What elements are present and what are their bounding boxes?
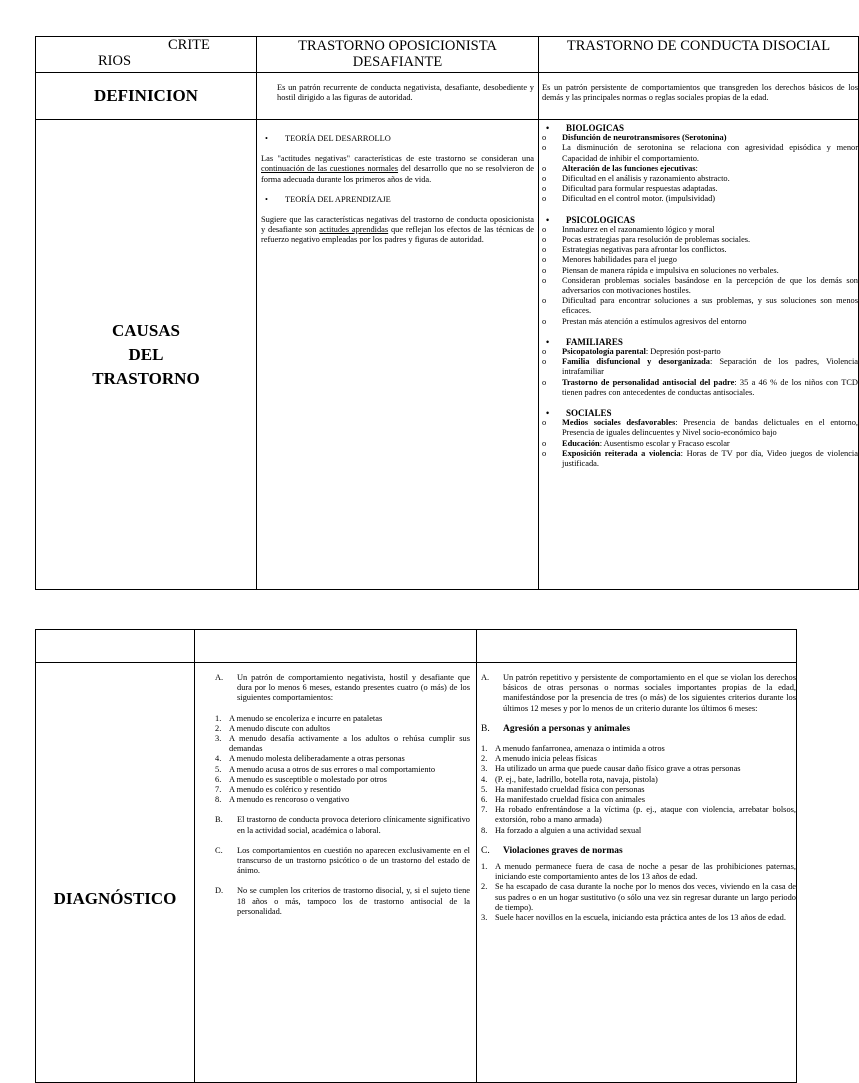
list-item-number: 1.	[481, 744, 488, 754]
diagnostico-table	[35, 629, 797, 1083]
list-item-number: 1.	[481, 862, 488, 872]
list-item-number: 5.	[481, 784, 488, 794]
causa-psicologicas: • PSICOLOGICAS	[546, 214, 636, 225]
definicion-row	[36, 73, 859, 120]
label-diagnostico: DIAGNÓSTICO	[36, 663, 195, 1083]
list-item-number: 2.	[481, 754, 488, 764]
list-item	[481, 913, 796, 923]
list-item-text: Ha utilizado un arma que puede causar daño físico grave a otras personas	[495, 764, 741, 774]
header-disocial: TRASTORNO DE CONDUCTA DISOCIAL	[539, 37, 859, 73]
list-item	[215, 754, 470, 764]
causas-oposicionista	[257, 120, 539, 590]
list-item-number: 4.	[215, 754, 222, 764]
empty-header-row	[36, 630, 797, 663]
list-item-text: Se ha escapado de casa durante la noche por lo menos dos veces, viviendo en la casa de sus padres o en un hogar sustitutivo (o sólo una vez sin regresar durante un largo periodo de tiempo).	[495, 882, 796, 912]
teoria-desarrollo-text: Las "actitudes negativas" características de este trastorno se consideran una continuación de las cuestiones normales del desarrollo que no se resolvieron de forma adecuada durante los primeros años de vida.	[261, 154, 534, 184]
list-item	[481, 754, 796, 764]
list-item-text: A menudo inicia peleas físicas	[495, 754, 597, 764]
label-causas: CAUSAS DEL TRASTORNO	[36, 120, 257, 590]
diagnostico-disocial: A. Un patrón repetitivo y persistente de comportamiento en el que se violan los derechos básicos de otras personas o normas sociales importantes propias de la edad, manifestándose por la presencia de tres (o más) de los siguientes criterios durante los últimos 12 meses y por lo menos de un criterio durante los últimos 6 meses: B. Agresión a personas y animales 1. A menudo fanfarronea, amenaza o intimida a otros 2. A menudo inicia peleas físicas 3. Ha utilizado un arma que puede causar daño físico grave a otras personas 4. (P. ej., bate, ladrillo, botella rota, navaja, pistola) 5. Ha manifestado crueldad física con personas 6. Ha manifestado crueldad física con animales 7. Ha robado enfrentándose a la víctima (p. ej., ataque con violencia, arrebatar bolsos, extorsión, robo a mano armada) 8. Ha forzado a alguien a una actividad sexual C. Violaciones graves de normas 1. A menudo permanece fuera de casa de noche a pesar de las prohibiciones paternas, iniciando este comportamiento antes de los 13 años de edad. 2. Se ha escapado de casa durante la noche por lo menos dos veces, viviendo en la casa de sus padres o en un hogar sustitutivo (o sólo una vez sin regresar durante un largo periodo de tiempo). 3. Suele hacer novillos en la escuela, iniciando esta práctica antes de los 13 años de edad.	[477, 663, 797, 1083]
list-item	[215, 785, 470, 795]
list-item-text: A menudo es colérico y resentido	[229, 785, 341, 795]
list-item-number: 8.	[215, 795, 222, 805]
diagnostico-oposicionista: A. Un patrón de comportamiento negativista, hostil y desafiante que dura por lo menos 6 meses, estando presentes cuatro (o más) de los siguientes comportamientos: 1. A menudo se encoleriza e incurre en pataletas 2. A menudo discute con adultos 3. A menudo desafía activamente a los adultos o rehúsa cumplir sus demandas 4. A menudo molesta deliberadamente a otras personas 5. A menudo acusa a otros de sus errores o mal comportamiento 6. A menudo es susceptible o molestado por otros 7. A menudo es colérico y resentido 8. A menudo es rencoroso o vengativo B. El trastorno de conducta provoca deterioro clínicamente significativo en la actividad social, académica o laboral. C. Los comportamientos en cuestión no aparecen exclusivamente en el transcurso de un trastorno psicótico o de un trastorno del estado de ánimo. D. No se cumplen los criterios de trastorno disocial, y, si el sujeto tiene 18 años o más, tampoco los de trastorno antisocial de la personalidad.	[195, 663, 477, 1083]
bullet-teoria-aprendizaje: • TEORÍA DEL APRENDIZAJE	[265, 194, 391, 204]
list-item	[215, 765, 470, 775]
list-item-text: Suele hacer novillos en la escuela, iniciando esta práctica antes de los 13 años de edad.	[495, 913, 786, 923]
list-item-number: 6.	[215, 774, 222, 784]
list-item-number: 1.	[215, 713, 222, 723]
list-item	[215, 775, 470, 785]
tcd-normas-list	[481, 862, 796, 923]
list-item	[481, 882, 796, 913]
tcd-agresion-list	[481, 744, 796, 836]
list-item-number: 7.	[481, 805, 488, 815]
list-item-number: 4.	[481, 774, 488, 784]
list-item	[215, 734, 470, 754]
list-item	[215, 795, 470, 805]
list-item-text: A menudo discute con adultos	[229, 723, 330, 733]
list-item-number: 7.	[215, 785, 222, 795]
list-item	[215, 724, 470, 734]
list-item-text: Ha robado enfrentándose a la víctima (p. ej., ataque con violencia, arrebatar bolsos, extorsión, robo a mano armada)	[495, 805, 796, 825]
list-item-text: A menudo desafía activamente a los adultos o rehúsa cumplir sus demandas	[229, 734, 470, 754]
definicion-oposicionista: Es un patrón recurrente de conducta negativista, desafiante, desobediente y hostil dirigido a las figuras de autoridad.	[257, 73, 539, 120]
header-row	[36, 37, 859, 73]
list-item-number: 3.	[481, 913, 488, 923]
causa-familiares: • FAMILIARES	[546, 336, 623, 347]
teoria-aprendizaje-text: Sugiere que las características negativas del trastorno de conducta oposicionista y desafiante son actitudes aprendidas que reflejan los efectos de las técnicas de refuerzo negativo empleadas por los padres y figuras de autoridad.	[261, 215, 534, 245]
list-item-number: 2.	[481, 882, 488, 892]
list-item-text: Ha manifestado crueldad física con animales	[495, 795, 645, 805]
list-item	[481, 775, 796, 785]
list-item-number: 6.	[481, 795, 488, 805]
list-item-text: A menudo molesta deliberadamente a otras personas	[229, 754, 405, 764]
list-item-number: 3.	[215, 734, 222, 744]
list-item-number: 2.	[215, 723, 222, 733]
list-item	[481, 826, 796, 836]
list-item	[481, 744, 796, 754]
list-item-text: A menudo se encoleriza e incurre en pataletas	[229, 713, 383, 723]
odd-criteria-list	[215, 714, 470, 806]
list-item-number: 8.	[481, 825, 488, 835]
list-item-text: Ha manifestado crueldad física con personas	[495, 784, 645, 794]
list-item-number: 3.	[481, 764, 488, 774]
diagnostico-row	[36, 663, 797, 1083]
list-item-text: A menudo es rencoroso o vengativo	[229, 795, 350, 805]
causas-row	[36, 120, 859, 590]
list-item-text: (P. ej., bate, ladrillo, botella rota, navaja, pistola)	[495, 774, 658, 784]
list-item-number: 5.	[215, 764, 222, 774]
definicion-disocial: Es un patrón persistente de comportamientos que transgreden los derechos básicos de los demás y las principales normas o reglas sociales propias de la edad.	[539, 73, 859, 120]
criteria-table	[35, 36, 859, 590]
causas-disocial: • BIOLOGICAS o Disfunción de neurotransmisores (Serotonina) o La disminución de serotonina se relaciona con agresividad episódica y menor Capacidad de inhibir el comportamiento. o Alteración de las funciones ejecutivas: o Dificultad en el análisis y razonamiento abstracto. o Dificultad para formular respuestas adaptadas. o Dificultad en el control motor. (impulsividad) • PSICOLOGICAS o Inmadurez en el razonamiento lógico y moral o Pocas estrategias para resolución de problemas sociales. o Estrategias negativas para afrontar los conflictos. o Menores habilidades para el juego o Piensan de manera rápida e impulsiva en soluciones no verbales. o Consideran problemas sociales basándose en la percepción de que los demás son adversarios con motivaciones hostiles. o Dificultad para encontrar soluciones a sus problemas, y sus soluciones son menos eficaces. o Prestan más atención a estímulos agresivos del entorno • FAMILIARES o Psicopatología parental: Depresión post-parto o Familia disfuncional y desorganizada: Separación de los padres, Violencia intrafamiliar o Trastorno de personalidad antisocial del padre: 35 a 46 % de los niños con TCD tienen padres con antecedentes de conductas antisociales. • SOCIALES o Medios sociales desfavorables: Presencia de bandas delictuales en el entorno, Presencia de iguales delincuentes y Nivel socio-económico bajo o Educación: Ausentismo escolar y Fracaso escolar o Exposición reiterada a violencia: Horas de TV por día, Video juegos de violencia justificada.	[539, 120, 859, 590]
list-item-text: A menudo fanfarronea, amenaza o intimida a otros	[495, 744, 665, 754]
bullet-teoria-desarrollo: • TEORÍA DEL DESARROLLO	[265, 134, 391, 143]
list-item	[215, 714, 470, 724]
list-item-text: A menudo es susceptible o molestado por otros	[229, 774, 387, 784]
list-item-text: A menudo permanece fuera de casa de noche a pesar de las prohibiciones paternas, iniciando este comportamiento antes de los 13 años de edad.	[495, 862, 796, 882]
list-item	[481, 785, 796, 795]
causa-sociales: • SOCIALES	[546, 408, 612, 419]
causa-biologicas: • BIOLOGICAS	[546, 123, 625, 133]
list-item	[481, 805, 796, 825]
list-item-text: A menudo acusa a otros de sus errores o mal comportamiento	[229, 764, 436, 774]
label-definicion: DEFINICION	[36, 73, 257, 120]
list-item	[481, 862, 796, 882]
header-oposicionista: TRASTORNO OPOSICIONISTA DESAFIANTE	[257, 37, 539, 73]
list-item	[481, 795, 796, 805]
header-criterios: CRITE RIOS	[36, 37, 257, 73]
list-item-text: Ha forzado a alguien a una actividad sexual	[495, 825, 642, 835]
list-item	[481, 764, 796, 774]
